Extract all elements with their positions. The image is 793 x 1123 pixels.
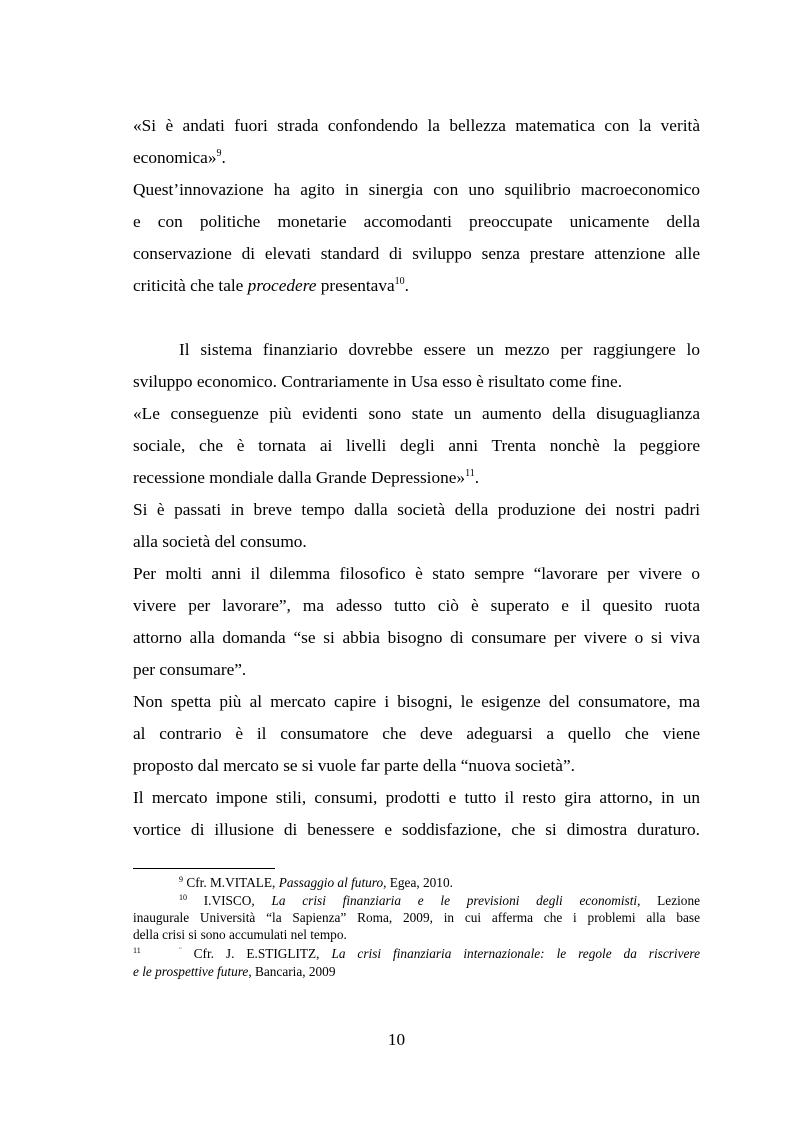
body-line: proposto dal mercato se si vuole far parte della “nuova società”. xyxy=(133,756,575,775)
body-line: recessione mondiale dalla Grande Depressione»$^{11}$. xyxy=(133,468,480,487)
footnote-title: e le prospettive future xyxy=(133,964,249,979)
body-line: «Si è andati fuori strada confondendo la bellezza matematica con la verità xyxy=(133,116,700,135)
body-text-span: recessione mondiale dalla Grande Depressione» xyxy=(133,468,466,487)
footnote-11-line xyxy=(133,963,335,980)
footnote-text: , Lezione xyxy=(637,893,700,908)
footnote-text: , Bancaria, 2009 xyxy=(248,964,336,979)
body-line: «Le conseguenze più evidenti sono state un aumento della disuguaglianza xyxy=(133,404,700,423)
footnote-text: Cfr. J. E.STIGLITZ, xyxy=(193,946,332,961)
footnote-ref: 11 xyxy=(465,468,475,479)
body-line: Per molti anni il dilemma filosofico è stato sempre “lavorare per vivere o xyxy=(133,564,700,583)
body-line: Quest’innovazione ha agito in sinergia con uno squilibrio macroeconomico xyxy=(133,180,700,199)
footnote-10 xyxy=(179,892,700,909)
body-line: Il mercato impone stili, consumi, prodotti e tutto il resto gira attorno, in un xyxy=(133,788,700,807)
body-line: Non spetta più al mercato capire i bisogni, le esigenze del consumatore, ma xyxy=(133,692,700,711)
footnote-ref: 9 xyxy=(216,148,222,159)
body-line: vivere per lavorare”, ma adesso tutto ciò è superato e il quesito ruota xyxy=(133,596,700,615)
footnote-number: 11 xyxy=(133,946,141,955)
footnote-ref: 10 xyxy=(394,276,405,287)
body-text-span: criticità che tale xyxy=(133,276,248,295)
italic-term: procedere xyxy=(247,276,317,295)
footnote-number: 9 xyxy=(179,875,183,884)
body-line: al contrario è il consumatore che deve adeguarsi a quello che viene xyxy=(133,724,700,743)
page-number: 10 xyxy=(387,1030,406,1049)
footnote-text: , Egea, 2010. xyxy=(383,875,453,890)
footnote-number: 10 xyxy=(179,893,187,902)
footnote-separator xyxy=(133,868,275,869)
body-line: attorno alla domanda “se si abbia bisogno di consumare per vivere o si viva xyxy=(133,628,700,647)
body-text-span: presentava xyxy=(316,276,395,295)
body-line: vortice di illusione di benessere e soddisfazione, che si dimostra duraturo. xyxy=(133,820,700,839)
body-line: economica»$^9$. xyxy=(133,148,226,167)
footnote-11 xyxy=(133,945,141,962)
footnote-11-line xyxy=(179,945,700,962)
body-line: Si è passati in breve tempo dalla società della produzione dei nostri padri xyxy=(133,500,700,519)
footnote-title: La crisi finanziaria e le previsioni degli economisti xyxy=(271,893,638,908)
footnote-title: La crisi finanziaria internazionale: le regole da riscrivere xyxy=(331,946,701,961)
body-text-span: economica» xyxy=(133,148,217,167)
body-line: sociale, che è tornata ai livelli degli anni Trenta nonchè la peggiore xyxy=(133,436,700,455)
footnote-title: Passaggio al futuro xyxy=(278,875,384,890)
body-line: e con politiche monetarie accomodanti preoccupate unicamente della xyxy=(133,212,700,231)
footnote-10-line: della crisi si sono accumulati nel tempo. xyxy=(133,927,347,942)
body-line: per consumare”. xyxy=(133,660,247,679)
footnote-10-line: inaugurale Università “la Sapienza” Roma, 2009, in cui afferma che i problemi alla base xyxy=(133,910,700,925)
body-line: alla società del consumo. xyxy=(133,532,307,551)
footnote-9 xyxy=(179,874,453,891)
body-line: sviluppo economico. Contrariamente in Usa esso è risultato come fine. xyxy=(133,372,623,391)
body-line: criticità che tale procedere presentava$^{10}$. xyxy=(133,276,409,295)
footnote-mark: ¨ xyxy=(179,946,182,955)
footnote-text: I.VISCO, xyxy=(203,893,272,908)
body-line: conservazione di elevati standard di sviluppo senza prestare attenzione alle xyxy=(133,244,700,263)
footnote-text: Cfr. M.VITALE, xyxy=(186,875,279,890)
body-line: Il sistema finanziario dovrebbe essere un mezzo per raggiungere lo xyxy=(179,340,700,359)
